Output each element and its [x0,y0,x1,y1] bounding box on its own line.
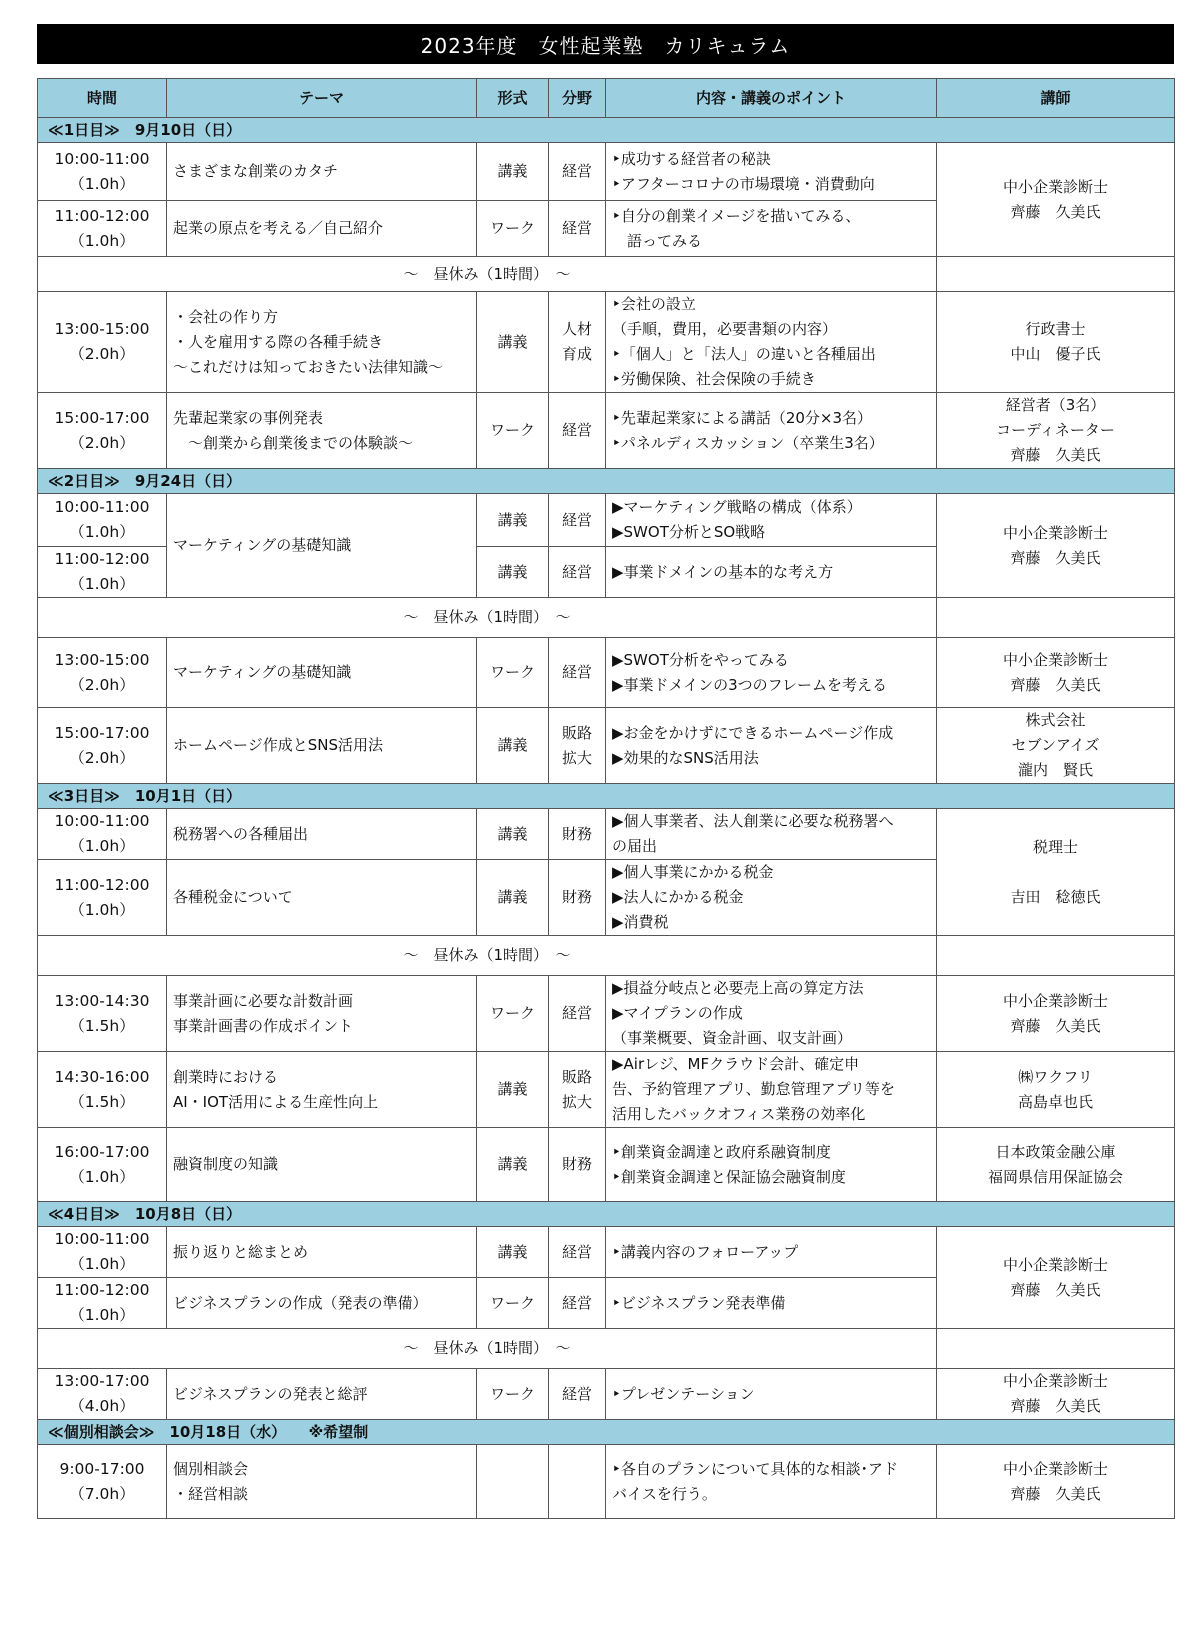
point-line: ▶事業ドメインの3つのフレームを考える [612,675,888,694]
point-line: ▶Airレジ、MFクラウド会計、確定申 [612,1055,860,1073]
lecturer-line: 中小企業診断士 [1002,991,1108,1010]
field-cell [549,1227,606,1278]
duration: （1.5h） [69,1092,135,1111]
format-cell: 講義 [477,1128,549,1202]
format-cell: 講義 [477,809,549,860]
time-range: 13:00-17:00 [54,1372,150,1390]
format-cell: 講義 [477,708,549,784]
theme-cell [167,494,477,598]
lunch-row [38,257,1175,292]
day-label: ≪3日目≫ 10月1日（日） [38,784,1175,809]
format-cell: 講義 [477,1227,549,1278]
lecturer-line: 齊藤 久美氏 [1010,675,1101,694]
lecturer-line: 中小企業診断士 [1002,523,1108,542]
duration: （1.0h） [69,575,135,593]
points-cell [606,860,937,936]
duration: （7.0h） [69,1484,135,1503]
points-cell [606,201,937,257]
lunch-break-label: ～ 昼休み（1時間） ～ [38,598,937,638]
field-line: 財務 [561,824,592,843]
duration: （1.5h） [69,1016,135,1035]
time-range: 16:00-17:00 [54,1142,150,1161]
lecturer-line: 中小企業診断士 [1002,650,1108,669]
format-cell: ワーク [477,393,549,469]
day-label: ≪2日目≫ 9月24日（日） [38,469,1175,494]
point-line: （手順，費用，必要書類の内容） [612,320,838,338]
theme-line: 事業計画に必要な計数計画 [173,991,354,1010]
points-cell [606,1128,937,1202]
theme-cell [167,860,477,936]
lunch-break-label: ～ 昼休み（1時間） ～ [38,257,937,292]
point-line: ‣創業資金調達と保証協会融資制度 [612,1167,846,1186]
lecturer-cell [937,393,1175,469]
point-line: ‣自分の創業イメージを描いてみる、 [612,206,861,225]
point-line: 告、予約管理アプリ、勤怠管理アプリ等を [612,1080,896,1098]
lecturer-line: 福岡県信用保証協会 [987,1167,1123,1186]
theme-cell [167,1128,477,1202]
theme-cell [167,1052,477,1128]
table-row [38,708,1175,784]
point-line: 活用したバックオフィス業務の効率化 [612,1105,866,1123]
time-range: 11:00-12:00 [54,206,150,225]
field-line: 人材 [561,320,592,338]
field-cell [549,494,606,547]
time-cell [38,976,167,1052]
time-range: 14:30-16:00 [54,1067,150,1086]
format-cell: ワーク [477,1278,549,1329]
day-header [38,1420,1175,1445]
duration: （2.0h） [69,433,135,452]
field-line: 拡大 [561,1092,592,1111]
theme-line: ～これだけは知っておきたい法律知識～ [173,357,444,376]
field-line: 育成 [561,345,592,363]
empty-cell [937,598,1175,638]
point-line: ‣成功する経営者の秘訣 [612,149,771,168]
duration: （1.0h） [69,1255,135,1273]
time-range: 15:00-17:00 [54,723,150,742]
time-cell [38,547,167,598]
field-cell [549,860,606,936]
field-cell [549,809,606,860]
point-line: ▶お金をかけずにできるホームページ作成 [612,723,894,742]
lunch-row [38,1329,1175,1369]
day-header [38,118,1175,143]
lecturer-line: 行政書士 [1025,320,1086,338]
lunch-break-label: ～ 昼休み（1時間） ～ [38,936,937,976]
lecturer-line: 齊藤 久美氏 [1010,446,1101,464]
time-cell [38,292,167,393]
theme-line: 税務署への各種届出 [173,824,309,843]
point-line: ‣講義内容のフォローアップ [612,1242,799,1261]
time-cell [38,1128,167,1202]
time-range: 13:00-15:00 [54,650,150,669]
lecturer-cell [937,1369,1175,1420]
duration: （2.0h） [69,345,135,363]
points-cell [606,1445,937,1519]
field-line: 経営 [561,162,592,180]
lecturer-cell [937,1052,1175,1128]
points-cell [606,809,937,860]
lecturer-line: セブンアイズ [1011,736,1100,754]
field-cell [549,638,606,708]
theme-line: ビジネスプランの作成（発表の準備） [173,1293,428,1312]
field-line: 経営 [561,562,592,581]
field-line: 経営 [561,421,592,439]
duration: （1.0h） [69,523,135,541]
point-line: ▶効果的なSNS活用法 [612,748,759,767]
curriculum-table [37,78,1175,1519]
time-range: 11:00-12:00 [54,875,150,894]
table-row [38,143,1175,201]
day-header [38,784,1175,809]
duration: （1.0h） [69,837,135,855]
duration: （1.0h） [69,1167,135,1186]
point-line: の届出 [612,837,658,855]
field-cell [549,292,606,393]
lecturer-line: 株式会社 [1025,711,1086,729]
theme-line: 各種税金について [173,888,293,906]
table-row [38,292,1175,393]
theme-line: ・会社の作り方 [173,307,279,326]
theme-cell [167,1369,477,1420]
point-line: ▶消費税 [612,913,669,931]
duration: （1.0h） [69,1306,135,1324]
point-line: ‣「個人」と「法人」の違いと各種届出 [612,345,876,363]
field-cell [549,708,606,784]
empty-cell [937,257,1175,292]
empty-cell [937,936,1175,976]
theme-cell [167,292,477,393]
theme-line: 起業の原点を考える／自己紹介 [173,219,384,237]
field-line: 財務 [561,1155,592,1173]
lecturer-line: ㈱ワクフリ [1018,1067,1093,1086]
table-row [38,494,1175,547]
lecturer-line: 齊藤 久美氏 [1010,1280,1101,1299]
field-line: 財務 [561,888,592,906]
format-cell: ワーク [477,638,549,708]
lecturer-cell [937,1128,1175,1202]
field-line: 経営 [561,1384,592,1403]
time-range: 11:00-12:00 [54,1281,150,1299]
day-label: ≪1日目≫ 9月10日（日） [38,118,1175,143]
table-row [38,1128,1175,1202]
point-line: ‣パネルディスカッション（卒業生3名） [612,433,884,452]
points-cell [606,1052,937,1128]
time-cell [38,143,167,201]
time-cell [38,809,167,860]
field-line: 経営 [561,219,592,237]
theme-cell [167,638,477,708]
lecturer-line: 齊藤 久美氏 [1010,1016,1101,1035]
lecturer-line: 高島卓也氏 [1017,1092,1093,1111]
lecturer-line: 中小企業診断士 [1002,1255,1108,1274]
lecturer-line: 中山 優子氏 [1010,345,1101,363]
point-line: ▶個人事業者、法人創業に必要な税務署へ [612,812,894,830]
col-header-lecturer: 講師 [937,79,1175,118]
theme-cell [167,1445,477,1519]
time-cell [38,708,167,784]
field-cell [549,1278,606,1329]
theme-cell [167,393,477,469]
lecturer-cell [937,638,1175,708]
time-cell [38,201,167,257]
field-cell [549,1128,606,1202]
point-line: ▶個人事業にかかる税金 [612,863,774,881]
lecturer-line: 中小企業診断士 [1002,177,1108,196]
day-header [38,469,1175,494]
time-cell [38,1278,167,1329]
points-cell [606,976,937,1052]
lecturer-cell [937,1445,1175,1519]
field-cell [549,201,606,257]
format-cell: 講義 [477,547,549,598]
lecturer-line: 瀧内 賢氏 [1017,761,1093,779]
lecturer-cell [937,976,1175,1052]
time-range: 11:00-12:00 [54,550,150,568]
point-line: ▶SWOT分析とSO戦略 [612,523,766,541]
points-cell [606,1278,937,1329]
field-cell [549,1369,606,1420]
time-range: 10:00-11:00 [54,149,150,168]
theme-line: ホームページ作成とSNS活用法 [173,736,383,754]
field-line: 経営 [561,1242,592,1261]
point-line: ▶法人にかかる税金 [612,888,744,906]
field-line: 経営 [561,510,592,529]
day-header [38,1202,1175,1227]
point-line: ‣創業資金調達と政府系融資制度 [612,1142,831,1161]
points-cell [606,393,937,469]
field-line: 経営 [561,1004,592,1022]
time-range: 10:00-11:00 [54,498,150,516]
format-cell: ワーク [477,976,549,1052]
format-cell: 講義 [477,292,549,393]
point-line: ‣会社の設立 [612,295,696,313]
duration: （4.0h） [69,1397,135,1415]
point-line: ‣アフターコロナの市場環境・消費動向 [612,174,875,193]
time-range: 15:00-17:00 [54,408,150,427]
format-cell: 講義 [477,494,549,547]
theme-cell [167,1227,477,1278]
theme-line: マーケティングの基礎知識 [173,536,352,554]
field-cell [549,143,606,201]
theme-cell [167,976,477,1052]
points-cell [606,547,937,598]
lecturer-line: 中小企業診断士 [1002,1372,1108,1390]
points-cell [606,638,937,708]
col-header-time: 時間 [38,79,167,118]
time-cell [38,1369,167,1420]
time-cell [38,393,167,469]
header-row [38,79,1175,118]
format-cell: ワーク [477,201,549,257]
point-line: ‣先輩起業家による講話（20分×3名） [612,408,873,427]
empty-cell [937,1329,1175,1369]
point-line: ‣プレゼンテーション [612,1384,755,1403]
field-cell [549,976,606,1052]
point-line: ▶事業ドメインの基本的な考え方 [612,562,834,581]
format-cell [477,1445,549,1519]
col-header-field: 分野 [549,79,606,118]
table-row [38,1369,1175,1420]
lecturer-line: 齊藤 久美氏 [1010,1484,1101,1503]
field-cell [549,547,606,598]
theme-line: 先輩起業家の事例発表 [173,408,324,427]
lunch-row [38,936,1175,976]
theme-line: AI・IOT活用による生産性向上 [173,1092,379,1111]
col-header-points: 内容・講義のポイント [606,79,937,118]
points-cell [606,143,937,201]
lecturer-line: 齊藤 久美氏 [1010,202,1101,221]
time-cell [38,494,167,547]
lecturer-cell [937,1227,1175,1329]
col-header-theme: テーマ [167,79,477,118]
duration: （2.0h） [69,748,135,767]
field-line: 販路 [561,1067,592,1086]
lecturer-line: 経営者（3名） [1005,396,1106,414]
col-header-format: 形式 [477,79,549,118]
theme-line: 振り返りと総まとめ [173,1242,309,1261]
lunch-row [38,598,1175,638]
format-cell: 講義 [477,860,549,936]
time-cell [38,1052,167,1128]
points-cell [606,494,937,547]
field-line: 経営 [561,663,592,681]
theme-cell [167,143,477,201]
duration: （1.0h） [69,174,135,193]
point-line: ▶マーケティング戦略の構成（体系） [612,498,862,516]
time-range: 9:00-17:00 [59,1459,145,1478]
day-label: ≪個別相談会≫ 10月18日（水） ※希望制 [38,1420,1175,1445]
point-line: ▶マイプランの作成 [612,1004,743,1022]
lecturer-line: 齊藤 久美氏 [1010,548,1101,567]
time-cell [38,638,167,708]
field-cell [549,1445,606,1519]
table-row [38,809,1175,860]
table-row [38,1052,1175,1128]
day-label: ≪4日目≫ 10月8日（日） [38,1202,1175,1227]
lecturer-cell [937,143,1175,257]
points-cell [606,1227,937,1278]
theme-line: ・人を雇用する際の各種手続き [173,332,384,351]
points-cell [606,292,937,393]
lecturer-line: 日本政策金融公庫 [995,1142,1116,1161]
theme-line: ～創業から創業後までの体験談～ [173,433,414,452]
theme-cell [167,809,477,860]
lecturer-line: コーディネーター [996,421,1115,439]
format-cell: 講義 [477,1052,549,1128]
point-line: ▶損益分岐点と必要売上高の算定方法 [612,979,864,997]
theme-line: 事業計画書の作成ポイント [173,1016,354,1035]
point-line: バイスを行う。 [612,1484,717,1503]
lecturer-cell [937,708,1175,784]
duration: （2.0h） [69,675,135,694]
time-cell [38,860,167,936]
field-line: 拡大 [561,748,592,767]
field-cell [549,393,606,469]
point-line: ‣労働保険、社会保険の手続き [612,370,816,388]
theme-cell [167,708,477,784]
time-range: 10:00-11:00 [54,812,150,830]
theme-line: さまざまな創業のカタチ [173,162,339,180]
page-title: 2023年度 女性起業塾 カリキュラム [37,24,1174,64]
theme-line: ・経営相談 [173,1484,249,1503]
table-row [38,393,1175,469]
point-line: ‣ビジネスプラン発表準備 [612,1293,786,1312]
table-row [38,1227,1175,1278]
point-line: （事業概要、資金計画、収支計画） [612,1029,853,1047]
lecturer-line: 中小企業診断士 [1002,1459,1108,1478]
lecturer-cell [937,292,1175,393]
point-line: ▶SWOT分析をやってみる [612,650,789,669]
duration: （1.0h） [69,231,135,250]
points-cell [606,708,937,784]
theme-line: ビジネスプランの発表と総評 [173,1384,368,1403]
lecturer-cell [937,494,1175,598]
theme-cell [167,1278,477,1329]
lecturer-cell [937,809,1175,936]
lecturer-line [943,860,1168,885]
theme-cell [167,201,477,257]
points-cell [606,1369,937,1420]
time-range: 13:00-14:30 [54,991,150,1010]
theme-line: 融資制度の知識 [173,1155,279,1173]
lecturer-line: 税理士 [1032,837,1078,856]
theme-line: 個別相談会 [173,1459,249,1478]
table-row [38,976,1175,1052]
time-cell [38,1445,167,1519]
field-line: 販路 [561,723,592,742]
format-cell: ワーク [477,1369,549,1420]
time-range: 10:00-11:00 [54,1230,150,1248]
lunch-break-label: ～ 昼休み（1時間） ～ [38,1329,937,1369]
lecturer-line: 吉田 稔徳氏 [1010,887,1101,906]
table-row [38,638,1175,708]
table-row [38,1445,1175,1519]
lecturer-line: 齊藤 久美氏 [1010,1397,1101,1415]
time-cell [38,1227,167,1278]
time-range: 13:00-15:00 [54,320,150,338]
theme-line: 創業時における [173,1067,279,1086]
point-line: 語ってみる [612,231,703,250]
format-cell: 講義 [477,143,549,201]
duration: （1.0h） [69,900,135,919]
theme-line: マーケティングの基礎知識 [173,663,352,681]
field-line: 経営 [561,1293,592,1312]
field-cell [549,1052,606,1128]
point-line: ‣各自のプランについて具体的な相談･アド [612,1459,899,1478]
